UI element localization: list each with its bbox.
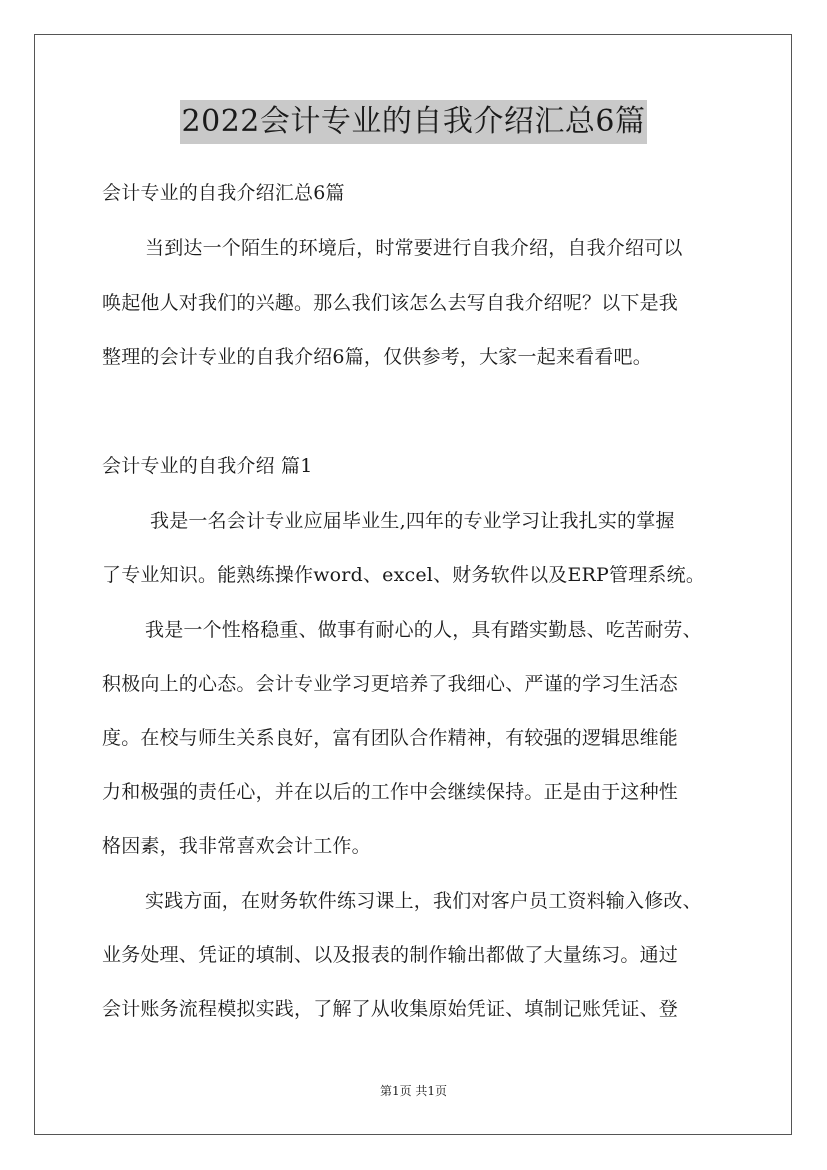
para3-line-3: 会计账务流程模拟实践，了解了从收集原始凭证、填制记账凭证、登 bbox=[102, 998, 679, 1020]
page-footer: 第1页 共1页 bbox=[379, 1084, 448, 1098]
para3-line-1: 实践方面，在财务软件练习课上，我们对客户员工资料输入修改、 bbox=[145, 890, 702, 912]
intro-line-2: 唤起他人对我们的兴趣。那么我们该怎么去写自我介绍呢？以下是我 bbox=[102, 292, 679, 314]
title-container bbox=[0, 100, 827, 144]
intro-line-3: 整理的会计专业的自我介绍6篇，仅供参考，大家一起来看看吧。 bbox=[102, 346, 652, 368]
para3-line-2: 业务处理、凭证的填制、以及报表的制作输出都做了大量练习。通过 bbox=[102, 944, 679, 966]
document-subtitle: 会计专业的自我介绍汇总6篇 bbox=[102, 182, 345, 204]
para2-line-2: 积极向上的心态。会计专业学习更培养了我细心、严谨的学习生活态 bbox=[102, 673, 679, 695]
para1-line-1: 我是一名会计专业应届毕业生,四年的专业学习让我扎实的掌握 bbox=[150, 510, 675, 532]
para2-line-4: 力和极强的责任心，并在以后的工作中会继续保持。正是由于这种性 bbox=[102, 781, 679, 803]
para2-line-3: 度。在校与师生关系良好，富有团队合作精神，有较强的逻辑思维能 bbox=[102, 727, 679, 749]
para2-line-5: 格因素，我非常喜欢会计工作。 bbox=[102, 835, 371, 857]
intro-line-1: 当到达一个陌生的环境后，时常要进行自我介绍，自我介绍可以 bbox=[145, 237, 683, 259]
document-title: 2022会计专业的自我介绍汇总6篇 bbox=[180, 100, 648, 144]
para2-line-1: 我是一个性格稳重、做事有耐心的人，具有踏实勤恳、吃苦耐劳、 bbox=[145, 619, 702, 641]
section-heading: 会计专业的自我介绍 篇1 bbox=[102, 455, 313, 477]
para1-line-2: 了专业知识。能熟练操作word、excel、财务软件以及ERP管理系统。 bbox=[102, 564, 706, 586]
